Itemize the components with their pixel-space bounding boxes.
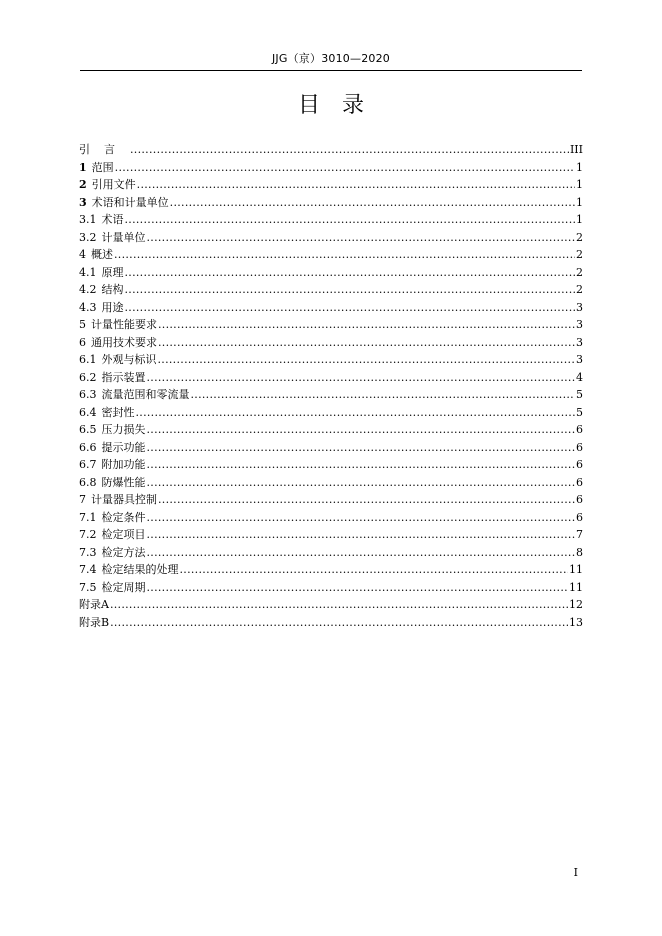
toc-entry-page: 2 [576,265,583,279]
toc-entry-page: 11 [569,563,583,576]
toc-entry-text: 计量单位 [101,230,146,244]
toc-entry-number: 3 [79,195,87,209]
toc-entry[interactable] [79,421,583,439]
toc-entry-number: 4.3 [79,300,97,314]
toc-entry-page: 6 [576,440,583,454]
toc-entry-number: 6.7 [79,458,97,471]
toc-dot-leader [110,614,568,632]
toc-entry-number: 5 [79,318,86,331]
toc-dot-leader [147,579,569,597]
toc-entry-page: 3 [576,335,583,349]
toc-dot-leader [147,369,576,387]
toc-entry-label [79,299,124,317]
toc-entry-text: 计量器具控制 [91,493,157,506]
toc-dot-leader [125,211,576,229]
toc-entry-number: 4.2 [79,283,97,296]
toc-entry-label [79,159,114,177]
toc-dot-leader [191,386,576,404]
toc-entry-label [79,509,146,527]
toc-entry-text: 计量性能要求 [91,318,157,331]
toc-dot-leader [158,351,576,369]
toc-entry-page: 3 [576,300,583,314]
header-divider [80,70,582,71]
toc-dot-leader [147,526,576,544]
toc-entry[interactable] [79,561,583,579]
toc-dot-leader [147,509,576,527]
toc-entry[interactable] [79,316,583,334]
toc-entry[interactable] [79,474,583,492]
toc-dot-leader [147,456,576,474]
toc-entry[interactable] [79,159,583,177]
toc-dot-leader [158,316,575,334]
toc-entry[interactable] [79,509,583,527]
toc-entry-page: 3 [576,353,583,366]
toc-entry-text: 检定项目 [101,528,146,541]
toc-entry-number: 7.4 [79,563,97,576]
toc-entry-text: 用途 [101,300,124,314]
toc-entry-page: 1 [576,195,583,209]
toc-dot-leader [147,544,576,562]
toc-dot-leader [115,159,575,177]
toc-entry-text: 检定方法 [101,545,146,559]
toc-entry-label [79,544,146,562]
toc-entry-label [79,229,146,247]
toc-entry-number: 1 [79,160,87,174]
toc-entry[interactable] [79,281,583,299]
toc-entry-text: 原理 [101,265,124,279]
toc-entry-label [79,176,136,194]
toc-entry-number: 7.3 [79,545,97,559]
footer-page-number: I [573,866,578,879]
toc-entry-label [79,439,146,457]
toc-dot-leader [158,491,575,509]
toc-entry-label [79,491,157,509]
toc-entry-text: 引言 [79,143,129,156]
toc-entry-number: 3.2 [79,230,97,244]
toc-entry-label [79,334,157,352]
toc-entry-number: 2 [79,178,87,191]
toc-entry-text: 检定结果的处理 [101,563,179,576]
toc-entry-label [79,404,135,422]
toc-entry-page: 1 [576,178,583,191]
toc-entry-number: 6.4 [79,405,97,419]
toc-entry-label [79,456,146,474]
page-title: 目 录 [297,93,364,118]
toc-entry-label [79,596,109,614]
toc-entry-page: 13 [569,615,583,629]
toc-entry-text: 检定周期 [101,580,146,594]
toc-entry-page: 2 [576,230,583,244]
toc-entry-page: 6 [576,423,583,436]
toc-entry-number: 6 [79,335,86,349]
toc-dot-leader [125,281,576,299]
toc-entry-label [79,386,190,404]
toc-entry-label [79,281,124,299]
toc-entry-text: 压力损失 [101,423,146,436]
toc-entry-number: 6.2 [79,370,97,384]
toc-entry[interactable] [79,299,583,317]
toc-entry-text: 附录B [79,615,110,629]
toc-entry-text: 提示功能 [101,440,146,454]
toc-entry[interactable] [79,369,583,387]
toc-entry[interactable] [79,334,583,352]
toc-entry-text: 防爆性能 [101,475,146,489]
table-of-contents [79,141,583,631]
toc-entry[interactable] [79,176,583,194]
toc-entry-text: 外观与标识 [101,353,157,366]
toc-entry-text: 术语和计量单位 [91,195,169,209]
toc-entry-number: 7.5 [79,580,97,594]
toc-entry[interactable] [79,211,583,229]
toc-entry[interactable] [79,264,583,282]
toc-entry-page: 5 [576,405,583,419]
toc-entry-number: 7.1 [79,510,97,524]
toc-entry[interactable] [79,526,583,544]
toc-entry-text: 引用文件 [91,178,136,191]
toc-entry[interactable] [79,229,583,247]
toc-entry[interactable] [79,544,583,562]
toc-dot-leader [180,561,569,579]
toc-entry[interactable] [79,246,583,264]
toc-dot-leader [114,246,575,264]
toc-dot-leader [110,596,568,614]
toc-dot-leader [136,404,576,422]
toc-entry[interactable] [79,351,583,369]
toc-entry[interactable] [79,194,583,212]
toc-dot-leader [147,474,576,492]
toc-entry-number: 6.3 [79,388,97,401]
toc-entry-text: 检定条件 [101,510,146,524]
toc-entry-page: 8 [576,545,583,559]
toc-entry[interactable] [79,386,583,404]
toc-entry-page: 12 [569,598,583,611]
toc-entry-label [79,369,146,387]
toc-entry-page: 5 [576,388,583,401]
toc-entry[interactable] [79,439,583,457]
toc-entry[interactable] [79,596,583,614]
toc-dot-leader [158,334,575,352]
toc-entry-text: 通用技术要求 [91,335,157,349]
toc-entry-text: 范围 [91,160,114,174]
toc-entry-page: 4 [576,370,583,384]
toc-entry-page: 6 [576,510,583,524]
toc-entry-number: 6.5 [79,423,97,436]
toc-entry-page: 6 [576,493,583,506]
toc-entry-page: 3 [576,318,583,331]
toc-entry-number: 7 [79,493,86,506]
toc-entry-number: 7.2 [79,528,97,541]
toc-entry[interactable] [79,141,583,159]
toc-entry-label [79,264,124,282]
toc-entry-number: 4.1 [79,265,97,279]
toc-entry-page: 7 [576,528,583,541]
toc-dot-leader [147,439,576,457]
toc-entry-text: 概述 [91,248,113,261]
toc-entry-text: 密封性 [101,405,135,419]
toc-dot-leader [125,299,576,317]
toc-entry-page: 2 [576,283,583,296]
toc-dot-leader [147,229,576,247]
toc-entry-page: 2 [576,248,583,261]
toc-entry-label [79,421,146,439]
toc-entry-number: 4 [79,248,86,261]
toc-entry-label [79,351,157,369]
toc-entry-text: 流量范围和零流量 [101,388,190,401]
toc-entry-page: 6 [576,458,583,471]
toc-entry-number: 6.6 [79,440,97,454]
toc-dot-leader [130,141,569,159]
toc-dot-leader [147,421,576,439]
toc-entry-label [79,474,146,492]
toc-entry-label [79,316,157,334]
toc-entry-text: 附加功能 [101,458,146,471]
toc-dot-leader [137,176,575,194]
toc-entry[interactable] [79,614,583,632]
toc-entry-page: 1 [576,213,583,226]
toc-entry-page: III [569,143,583,156]
toc-entry-text: 指示装置 [101,370,146,384]
toc-entry-label [79,246,113,264]
running-header: JJG（京）3010—2020 [271,52,390,65]
toc-entry-label [79,526,146,544]
toc-entry[interactable] [79,456,583,474]
toc-entry-page: 1 [576,160,583,174]
toc-entry-page: 11 [569,580,583,594]
toc-entry[interactable] [79,579,583,597]
toc-entry-label [79,194,169,212]
toc-entry-label [79,211,124,229]
toc-entry-label [79,614,109,632]
toc-entry-text: 附录A [79,598,109,611]
toc-dot-leader [125,264,576,282]
toc-entry[interactable] [79,491,583,509]
toc-entry-page: 6 [576,475,583,489]
toc-entry-number: 3.1 [79,213,97,226]
toc-entry-number: 6.1 [79,353,97,366]
toc-dot-leader [170,194,575,212]
toc-entry-text: 结构 [101,283,124,296]
toc-entry-number: 6.8 [79,475,97,489]
toc-entry-text: 术语 [101,213,124,226]
toc-entry-label [79,579,146,597]
toc-entry[interactable] [79,404,583,422]
toc-entry-label [79,561,179,579]
toc-entry-label [79,141,129,159]
